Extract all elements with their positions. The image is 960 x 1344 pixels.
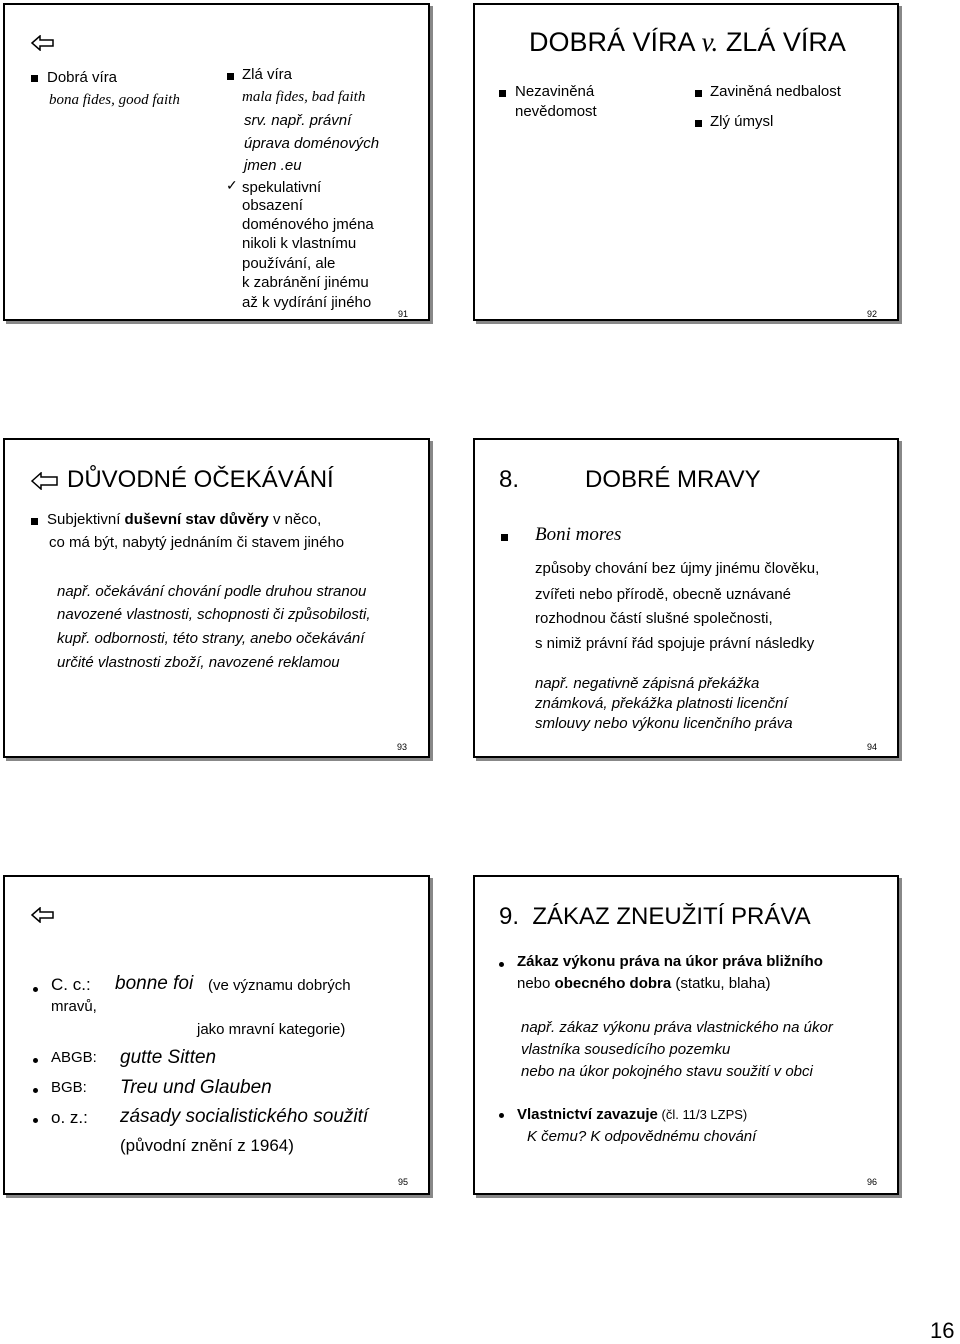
legal-term: gutte Sitten <box>120 1047 217 1068</box>
term-note: jako mravní kategorie) <box>197 1021 346 1038</box>
text-span: Subjektivní <box>47 511 125 528</box>
bullet-dot-icon <box>33 987 38 992</box>
legal-term: zásady socialistického soužití <box>120 1106 369 1127</box>
text-span: (čl. 11/3 LZPS) <box>657 1107 748 1122</box>
slide-title <box>529 27 846 58</box>
text-line: až k vydírání jiného <box>242 294 372 311</box>
section-number: 8. <box>499 466 520 493</box>
bold-text: duševní stav důvěry <box>124 511 269 528</box>
code-label: o. z.: <box>51 1108 88 1127</box>
slide-number: 91 <box>398 309 409 319</box>
term-latin: Boni mores <box>535 524 622 545</box>
bullet-dot-icon <box>33 1118 38 1123</box>
example-line: např. zákaz výkonu práva vlastnického na úkor <box>521 1019 833 1036</box>
term-note: (ve významu dobrých <box>208 977 351 994</box>
example-line: kupř. odbornosti, této strany, anebo očekávání <box>57 630 365 647</box>
slide-number: 94 <box>867 742 878 752</box>
example-line: vlastníka sousedícího pozemku <box>521 1041 731 1058</box>
legal-term: bonne foi <box>115 973 194 994</box>
slide-title: DŮVODNÉ OČEKÁVÁNÍ <box>67 466 334 493</box>
text-span: (statku, blaha) <box>671 975 771 992</box>
title-part-good-faith: DOBRÁ VÍRA <box>529 27 695 57</box>
example-line: smlouvy nebo výkonu licenčního práva <box>535 715 793 732</box>
example-line: navozené vlastnosti, schopnosti či způsobilosti, <box>57 606 371 623</box>
bold-text: Vlastnictví zavazuje <box>517 1106 658 1123</box>
definition-line <box>47 511 321 528</box>
back-arrow-icon[interactable] <box>31 35 55 51</box>
term-note: (původní znění z 1964) <box>120 1136 294 1155</box>
example-line: známková, překážka platnosti licenční <box>535 695 788 712</box>
example-line: nebo na úkor pokojného stavu soužití v obci <box>521 1063 813 1080</box>
example-line: např. očekávání chování podle druhou stranou <box>57 583 367 600</box>
slide-number: 95 <box>398 1177 409 1187</box>
slide-number: 92 <box>867 309 878 319</box>
list-item: Zaviněná nedbalost <box>710 83 841 100</box>
bold-text: obecného dobra <box>554 975 672 992</box>
text-line: srv. např. právní <box>244 112 352 129</box>
slide-number: 93 <box>397 742 408 752</box>
back-arrow-icon[interactable] <box>31 907 55 923</box>
slide-title: 9. ZÁKAZ ZNEUŽITÍ PRÁVA <box>499 903 811 930</box>
code-label: C. c.: <box>51 975 91 994</box>
definition-line: co má být, nabytý jednáním či stavem jiného <box>49 534 345 551</box>
good-faith-latin: bona fides, good faith <box>49 92 180 108</box>
bullet-square-icon <box>227 73 234 80</box>
bullet-square-icon <box>31 518 38 525</box>
title-part-bad-faith: ZLÁ VÍRA <box>725 27 846 57</box>
term-note: mravů, <box>51 998 97 1015</box>
title-versus: v. <box>701 27 719 57</box>
bullet-dot-icon <box>499 962 504 967</box>
slide-95 <box>3 875 430 1195</box>
example-line: určité vlastnosti zboží, navozené reklamou <box>57 654 340 671</box>
principle-line: Zákaz výkonu práva na úkor práva bližního <box>517 953 823 970</box>
slide-number: 96 <box>867 1177 878 1187</box>
principle-line: K čemu? K odpovědnému chování <box>527 1128 757 1145</box>
text-line: doménového jména <box>242 216 374 233</box>
bullet-dot-icon <box>33 1058 38 1063</box>
slide-91 <box>3 3 430 321</box>
code-label: BGB: <box>51 1079 87 1096</box>
definition-line: způsoby chování bez újmy jinému člověku, <box>535 560 820 577</box>
bullet-dot-icon <box>33 1088 38 1093</box>
bullet-square-icon <box>499 90 506 97</box>
bullet-square-icon <box>695 90 702 97</box>
text-span: nebo <box>517 975 555 992</box>
definition-line: s nimiž právní řád spojuje právní následky <box>535 635 815 652</box>
good-faith-title: Dobrá víra <box>47 69 118 86</box>
text-line: používání, ale <box>242 255 336 272</box>
page-number: 16 <box>930 1318 955 1343</box>
text-line: úprava doménových <box>244 135 380 152</box>
text-line: k zabránění jinému <box>242 274 369 291</box>
text-line: jmen .eu <box>244 157 302 174</box>
list-item: Zlý úmysl <box>710 113 774 130</box>
bullet-square-icon <box>695 120 702 127</box>
bullet-square-icon <box>501 534 508 541</box>
definition-line: rozhodnou částí slušné společnosti, <box>535 610 773 627</box>
bad-faith-title: Zlá víra <box>242 66 293 83</box>
text-line: obsazení <box>242 197 303 214</box>
principle-line <box>517 975 770 992</box>
text-line: spekulativní <box>242 179 322 196</box>
bullet-square-icon <box>31 75 38 82</box>
slide-93 <box>3 438 430 758</box>
slide-94 <box>473 438 899 758</box>
bad-faith-latin: mala fides, bad faith <box>242 89 366 105</box>
text-line: nikoli k vlastnímu <box>242 235 357 252</box>
text-span: v něco, <box>268 511 322 528</box>
checkmark-icon: ✓ <box>226 177 238 193</box>
slide-96 <box>473 875 899 1195</box>
slide-title: DOBRÉ MRAVY <box>585 466 761 493</box>
slide-92 <box>473 3 899 321</box>
list-item: Nezaviněná <box>515 83 595 100</box>
definition-line: zvířeti nebo přírodě, obecně uznávané <box>535 586 792 603</box>
bullet-dot-icon <box>499 1113 504 1118</box>
legal-term: Treu und Glauben <box>120 1077 272 1098</box>
back-arrow-icon[interactable] <box>31 472 59 490</box>
example-line: např. negativně zápisná překážka <box>535 675 760 692</box>
principle-line <box>517 1106 747 1123</box>
code-label: ABGB: <box>51 1049 97 1066</box>
list-item: nevědomost <box>515 103 597 120</box>
